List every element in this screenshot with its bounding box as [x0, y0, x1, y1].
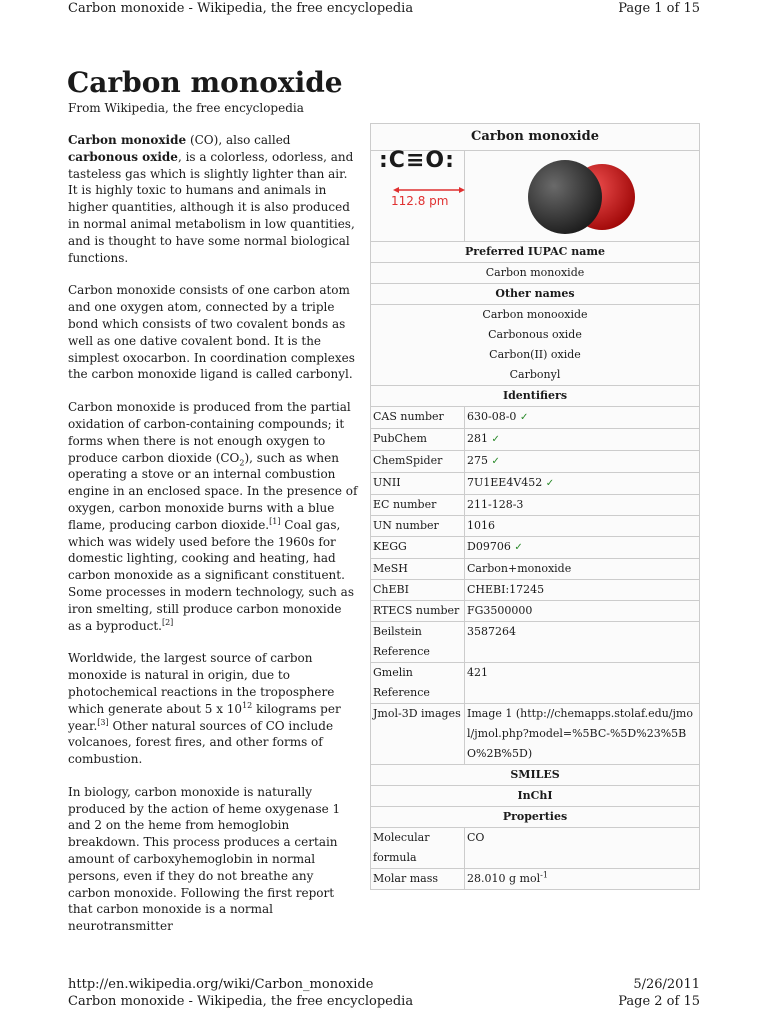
properties-header: Properties — [371, 807, 700, 828]
identifiers-header: Identifiers — [371, 386, 700, 407]
paragraph-3 — [68, 399, 358, 634]
verified-check-icon: ✓ — [545, 478, 555, 489]
lewis-formula: :C≡O: — [379, 148, 455, 173]
lewis-structure-cell — [371, 148, 465, 242]
table-row — [371, 516, 700, 537]
value-text: D09706 — [467, 540, 511, 553]
chemical-infobox — [370, 123, 700, 890]
row-value: 421 — [465, 663, 700, 704]
table-row — [371, 451, 700, 473]
superscript: -1 — [540, 870, 548, 880]
header-page-number: Page 1 of 15 — [618, 1, 700, 16]
footer-date: 5/26/2011 — [633, 977, 700, 992]
table-row — [371, 473, 700, 495]
row-value: 3587264 — [465, 622, 700, 663]
row-key: RTECS number — [371, 601, 465, 622]
row-value: CO — [465, 828, 700, 869]
table-row — [371, 601, 700, 622]
paragraph-5: In biology, carbon monoxide is naturally produced by the action of heme oxygenase 1 and 2 on the heme from hemoglobin breakdown. This process produces a certain amount of carboxyhemoglobin in normal persons, even if they do not breathe any carbon monoxide. Following the first report that carbon monoxide is a normal neurotransmitter — [68, 784, 341, 934]
row-value[interactable] — [465, 429, 700, 451]
table-row — [371, 407, 700, 429]
row-key: KEGG — [371, 537, 465, 559]
row-value — [465, 869, 700, 890]
row-key: Gmelin Reference — [371, 663, 465, 704]
citation-link[interactable]: [3] — [97, 717, 109, 727]
value-text: 275 — [467, 454, 488, 467]
other-names-header: Other names — [371, 284, 700, 305]
value-text: 7U1EE4V452 — [467, 476, 543, 489]
superscript: 12 — [242, 700, 253, 710]
table-row — [371, 663, 700, 704]
table-row — [371, 622, 700, 663]
jmol-image-link[interactable]: Image 1 (http://chemapps.stolaf.edu/jmol/jmol.php?model=%5BC-%5D%23%5BO%2B%5D) — [465, 704, 700, 765]
table-row — [371, 828, 700, 869]
row-key: Jmol-3D images — [371, 704, 465, 765]
verified-check-icon: ✓ — [519, 412, 529, 423]
bold-term-carbon-monoxide: Carbon monoxide — [68, 133, 187, 147]
print-footer-url-row — [68, 977, 700, 992]
row-key: Molecular formula — [371, 828, 465, 869]
print-header — [68, 1, 700, 16]
space-filling-model-cell — [465, 151, 700, 242]
header-title: Carbon monoxide - Wikipedia, the free encyclopedia — [68, 1, 414, 16]
table-row — [371, 559, 700, 580]
table-row — [371, 537, 700, 559]
other-name: Carbon monooxide — [482, 308, 588, 321]
text: kilograms per year. — [68, 701, 341, 733]
footer-page-number: Page 2 of 15 — [618, 994, 700, 1009]
row-key: PubChem — [371, 429, 465, 451]
table-row — [371, 495, 700, 516]
smiles-toggle[interactable]: SMILES — [371, 765, 700, 786]
citation-link[interactable]: [1] — [269, 516, 281, 526]
footer-url[interactable]: http://en.wikipedia.org/wiki/Carbon_monoxide — [68, 977, 374, 992]
row-value[interactable] — [465, 451, 700, 473]
footer-title: Carbon monoxide - Wikipedia, the free encyclopedia — [68, 994, 414, 1009]
row-value[interactable]: CHEBI:17245 — [465, 580, 700, 601]
page-subtitle: From Wikipedia, the free encyclopedia — [68, 101, 304, 115]
other-name: Carbonous oxide — [488, 328, 582, 341]
bond-length-label: 112.8 pm — [391, 194, 449, 208]
paragraph-1 — [68, 132, 358, 266]
lewis-structure-image[interactable] — [373, 148, 462, 241]
other-name: Carbon(II) oxide — [489, 348, 581, 361]
text: Coal gas, which was widely used before the 1960s for domestic lighting, cooking and heating, had carbon monoxide as a significant constituent. Some processes in modern technology, such as iron smelting, still produce carbon monoxide as a byproduct. — [68, 517, 354, 633]
value-text: 281 — [467, 432, 488, 445]
text: Carbon monoxide is produced from the partial oxidation of carbon-containing compounds; it forms when there is not enough oxygen to produce carbon dioxide (CO — [68, 400, 351, 465]
table-row — [371, 429, 700, 451]
iupac-name: Carbon monoxide — [371, 263, 700, 284]
paragraph-2: Carbon monoxide consists of one carbon atom and one oxygen atom, connected by a triple bond which consists of two covalent bonds as well as one dative covalent bond. It is the simplest oxocarbon. In coordination complexes the carbon monoxide ligand is called carbonyl. — [68, 283, 355, 382]
citation-link[interactable]: [2] — [161, 617, 174, 627]
subscript: 2 — [239, 457, 245, 467]
table-row — [371, 869, 700, 890]
other-names-list — [371, 305, 700, 386]
row-value[interactable]: Carbon+monoxide — [465, 559, 700, 580]
value-text: 28.010 g mol — [467, 872, 541, 885]
text: ), such as when operating a stove or an internal combustion engine in an enclosed space. In the presence of oxygen, carbon monoxide burns with a blue flame, producing carbon dioxide. — [68, 450, 358, 532]
print-footer-title-row — [68, 994, 700, 1009]
row-key: Molar mass — [371, 869, 465, 890]
iupac-header: Preferred IUPAC name — [371, 242, 700, 263]
value-text: 630-08-0 — [467, 410, 517, 423]
row-key: Beilstein Reference — [371, 622, 465, 663]
verified-check-icon: ✓ — [491, 456, 500, 467]
text: , is a colorless, odorless, and tasteless gas which is slightly lighter than air. It is highly toxic to humans and animals in higher quantities, although it is also produced in normal animal metabolism in low quantities, and is thought to have some normal biological functions. — [68, 149, 355, 265]
paragraph-4 — [68, 650, 358, 768]
row-key: CAS number — [371, 407, 465, 429]
row-key: ChEBI — [371, 580, 465, 601]
verified-check-icon: ✓ — [491, 434, 500, 445]
infobox-title: Carbon monoxide — [371, 124, 700, 151]
article-body — [68, 132, 358, 951]
text: Other natural sources of CO include volcanoes, forest fires, and other forms of combustion. — [68, 718, 334, 767]
row-value[interactable] — [465, 537, 700, 559]
text: Worldwide, the largest source of carbon monoxide is natural in origin, due to photochemical reactions in the troposphere which generate about 5 x 10 — [68, 651, 335, 716]
row-key: UNII — [371, 473, 465, 495]
co-molecule-model-icon — [467, 151, 697, 241]
page-title: Carbon monoxide — [67, 66, 343, 99]
text: (CO), also called — [186, 133, 291, 147]
space-filling-model-image[interactable] — [467, 151, 697, 241]
table-row — [371, 704, 700, 765]
table-row — [371, 580, 700, 601]
other-name: Carbonyl — [509, 368, 561, 381]
row-value: 1016 — [465, 516, 700, 537]
verified-check-icon: ✓ — [514, 542, 523, 553]
row-key: UN number — [371, 516, 465, 537]
row-key: EC number — [371, 495, 465, 516]
row-value: 211-128-3 — [465, 495, 700, 516]
bold-term-carbonous-oxide: carbonous oxide — [68, 149, 178, 164]
row-value[interactable] — [465, 407, 700, 429]
row-value: FG3500000 — [465, 601, 700, 622]
row-value[interactable] — [465, 473, 700, 495]
row-key: MeSH — [371, 559, 465, 580]
row-key: ChemSpider — [371, 451, 465, 473]
inchi-toggle[interactable]: InChI — [371, 786, 700, 807]
